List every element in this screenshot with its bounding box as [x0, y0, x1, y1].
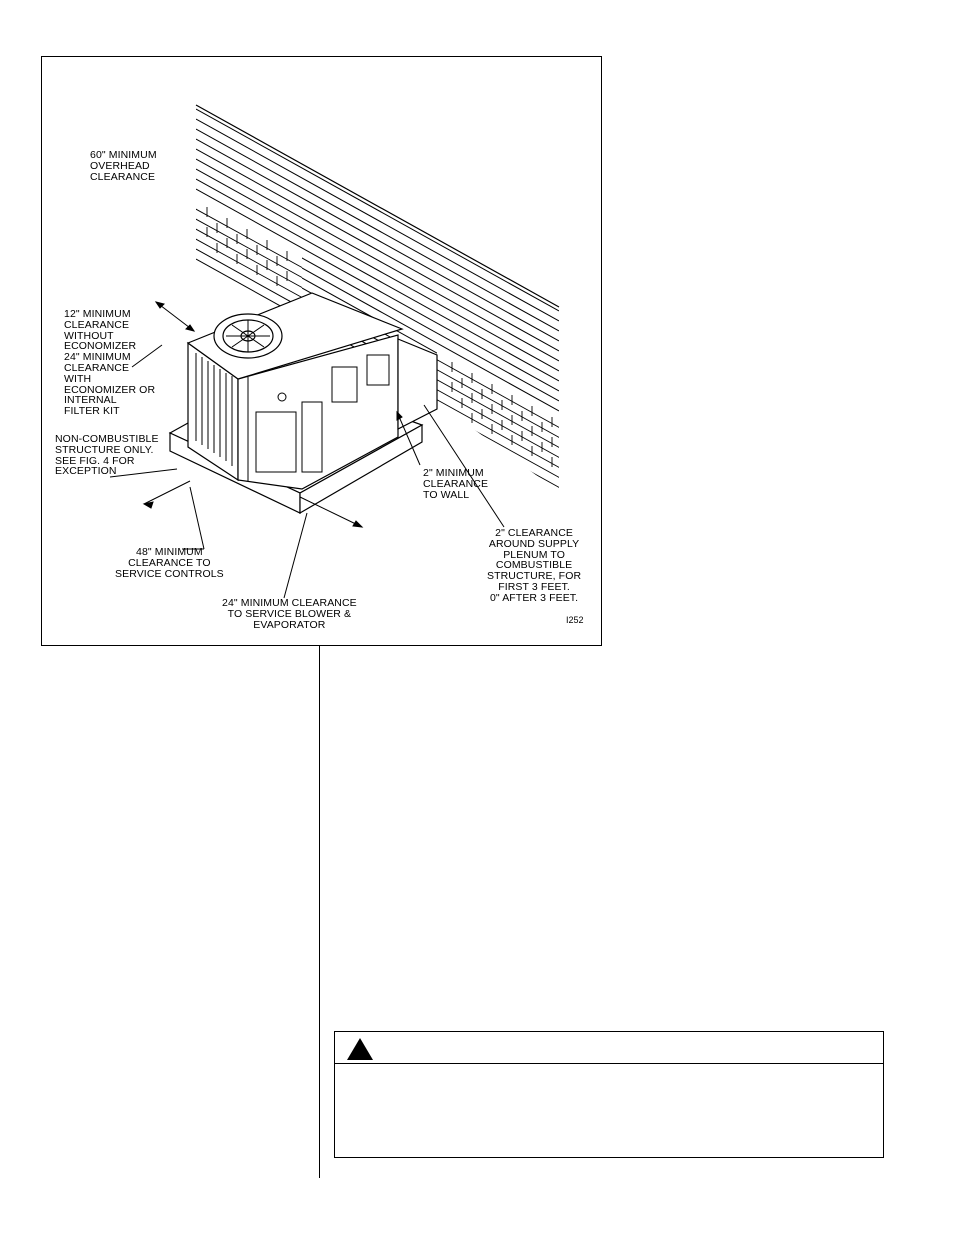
column-divider	[319, 646, 320, 1178]
wall-clearance-label: 2" MINIMUM CLEARANCE TO WALL	[423, 467, 489, 501]
overhead-clearance-label: 60" MINIMUM OVERHEAD CLEARANCE	[90, 149, 157, 183]
economizer-clearance-label: 12" MINIMUM CLEARANCE WITHOUT ECONOMIZER 24" MINIMUM CLEARANCE WITH ECONOMIZER OR INTERNAL FILTER KIT	[64, 308, 156, 418]
noncombustible-label: NON-COMBUSTIBLE STRUCTURE ONLY. SEE FIG. 4 FOR EXCEPTION	[55, 433, 159, 478]
warning-triangle-icon	[347, 1038, 373, 1060]
figure-id: I252	[566, 615, 584, 625]
service-blower-label: 24" MINIMUM CLEARANCE TO SERVICE BLOWER & EVAPORATOR	[222, 597, 357, 631]
service-controls-label: 48" MINIMUM CLEARANCE TO SERVICE CONTROLS	[115, 546, 224, 580]
clearance-figure	[41, 56, 602, 646]
warning-header	[335, 1032, 883, 1064]
warning-box	[334, 1031, 884, 1158]
plenum-clearance-label: 2" CLEARANCE AROUND SUPPLY PLENUM TO COMBUSTIBLE STRUCTURE, FOR FIRST 3 FEET. 0" AFTER 3 FEET.	[487, 527, 582, 604]
